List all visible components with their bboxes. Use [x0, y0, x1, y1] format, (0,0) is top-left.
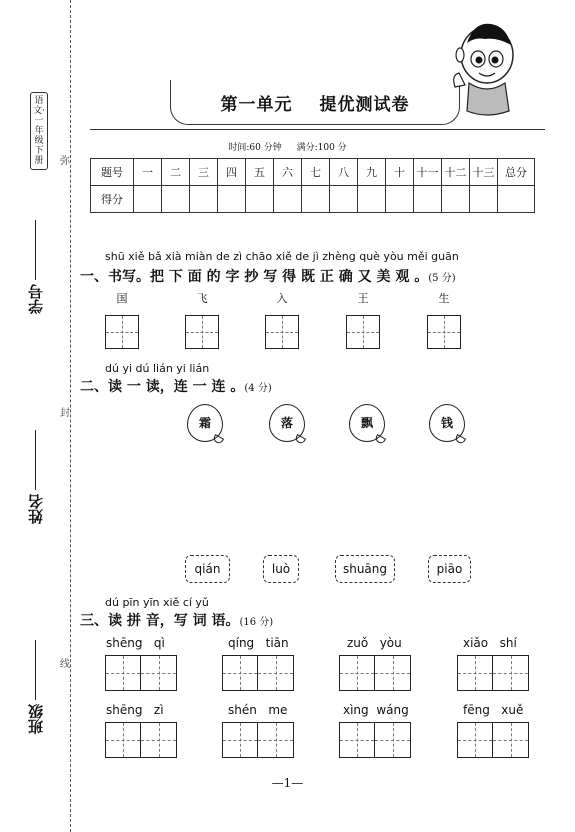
page-title	[170, 90, 460, 115]
leaf-stem-icon	[454, 434, 466, 445]
student-id-label: 学号	[27, 284, 45, 314]
name-field	[25, 430, 46, 524]
section3-title: 三、读 拼 音，写 词 语。	[80, 613, 240, 629]
score-col-12: 十二	[442, 159, 470, 186]
pinyin-card-2[interactable]: luò	[263, 555, 299, 583]
leaf-char-4: 钱	[440, 416, 453, 430]
name-blank	[35, 430, 36, 490]
leaf-char-3: 飘	[360, 416, 373, 430]
class-blank	[35, 640, 36, 700]
section3-heading	[80, 610, 273, 630]
seal-char-mi: 弥	[60, 156, 70, 167]
writing-grid-2[interactable]	[185, 315, 219, 349]
question-number-label: 题号	[91, 159, 134, 186]
title-banner	[170, 80, 460, 126]
word-grid-1[interactable]	[105, 655, 177, 691]
pinyin-card-1[interactable]: qián	[185, 555, 230, 583]
word-pinyin-5: shēng zì	[106, 703, 164, 717]
word-grid-2[interactable]	[222, 655, 294, 691]
word-grid-8[interactable]	[457, 722, 529, 758]
writing-grid-3[interactable]	[265, 315, 299, 349]
copy-char-2: 飞	[196, 292, 208, 305]
word-grid-3[interactable]	[339, 655, 411, 691]
section1-pinyin: shū xiě bǎ xià miàn de zì chāo xiě de jì zhèng què yòu měi guān	[105, 250, 459, 263]
section2-pinyin: dú yi dú lián yi lián	[105, 362, 210, 375]
word-pinyin-6: shén me	[228, 703, 288, 717]
header-rule	[90, 129, 545, 130]
student-id-blank	[35, 220, 36, 280]
word-pinyin-2: qíng tiān	[228, 636, 289, 650]
time-limit: 时间:60 分钟	[228, 143, 282, 153]
score-col-7: 七	[302, 159, 330, 186]
leaf-char-2: 落	[280, 416, 293, 430]
score-col-total: 总分	[498, 159, 535, 186]
score-col-2: 二	[162, 159, 190, 186]
seal-char-feng: 封	[60, 408, 70, 419]
leaf-stem-icon	[212, 434, 224, 445]
pinyin-card-3[interactable]: shuāng	[335, 555, 395, 583]
word-pinyin-7: xìng wáng	[343, 703, 409, 717]
copy-char-4: 王	[357, 292, 369, 305]
word-pinyin-8: fēng xuě	[463, 703, 524, 717]
test-name: 提优测试卷	[319, 95, 410, 115]
section2-points: (4 分)	[244, 383, 272, 394]
page-number: —1—	[271, 776, 304, 790]
section3-points: (16 分)	[239, 617, 274, 628]
score-col-9: 九	[358, 159, 386, 186]
leaf-stem-icon	[294, 434, 306, 445]
section1-points: (5 分)	[428, 273, 456, 284]
seal-char-xian: 线	[60, 659, 70, 670]
pinyin-card-4[interactable]: piāo	[428, 555, 471, 583]
exam-meta	[0, 140, 575, 153]
copy-char-5: 生	[438, 292, 450, 305]
leaf-card-3[interactable]	[347, 400, 389, 448]
name-label: 姓名	[27, 494, 45, 524]
section2-heading	[80, 376, 272, 396]
mascot-illustration	[445, 15, 525, 123]
copy-char-3: 入	[276, 292, 288, 305]
class-label: 班级	[27, 704, 45, 734]
full-score: 满分:100 分	[296, 143, 347, 153]
score-col-4: 四	[218, 159, 246, 186]
score-table	[90, 158, 535, 213]
score-col-6: 六	[274, 159, 302, 186]
section3-pinyin: dú pīn yīn xiě cí yǔ	[105, 596, 209, 609]
question-number-row	[91, 159, 535, 186]
score-col-10: 十	[386, 159, 414, 186]
score-col-13: 十三	[470, 159, 498, 186]
writing-grid-4[interactable]	[346, 315, 380, 349]
section1-title: 一、书写。把 下 面 的 字 抄 写 得 既 正 确 又 美 观 。	[80, 269, 429, 285]
score-col-5: 五	[246, 159, 274, 186]
score-label: 得分	[91, 186, 134, 213]
class-field	[25, 640, 46, 734]
score-col-11: 十一	[414, 159, 442, 186]
section1-heading	[80, 266, 456, 286]
copy-char-1: 国	[116, 292, 128, 305]
leaf-char-1: 霜	[198, 416, 211, 430]
score-row	[91, 186, 535, 213]
word-pinyin-4: xiǎo shí	[463, 636, 517, 650]
word-pinyin-1: shēng qì	[106, 636, 165, 650]
leaf-card-4[interactable]	[427, 400, 469, 448]
section2-title: 二、读 一 读，连 一 连 。	[80, 379, 245, 395]
leaf-card-1[interactable]	[185, 400, 227, 448]
word-grid-5[interactable]	[105, 722, 177, 758]
writing-grid-5[interactable]	[427, 315, 461, 349]
subject-tag: 语文·一年级下册	[30, 92, 48, 170]
word-grid-6[interactable]	[222, 722, 294, 758]
writing-grid-1[interactable]	[105, 315, 139, 349]
score-col-1: 一	[134, 159, 162, 186]
leaf-card-2[interactable]	[267, 400, 309, 448]
word-grid-4[interactable]	[457, 655, 529, 691]
score-col-8: 八	[330, 159, 358, 186]
word-pinyin-3: zuǒ yòu	[347, 636, 402, 650]
score-col-3: 三	[190, 159, 218, 186]
leaf-stem-icon	[374, 434, 386, 445]
unit-label: 第一单元	[220, 95, 293, 115]
word-grid-7[interactable]	[339, 722, 411, 758]
binding-line	[70, 0, 71, 832]
student-id-field	[25, 220, 46, 314]
